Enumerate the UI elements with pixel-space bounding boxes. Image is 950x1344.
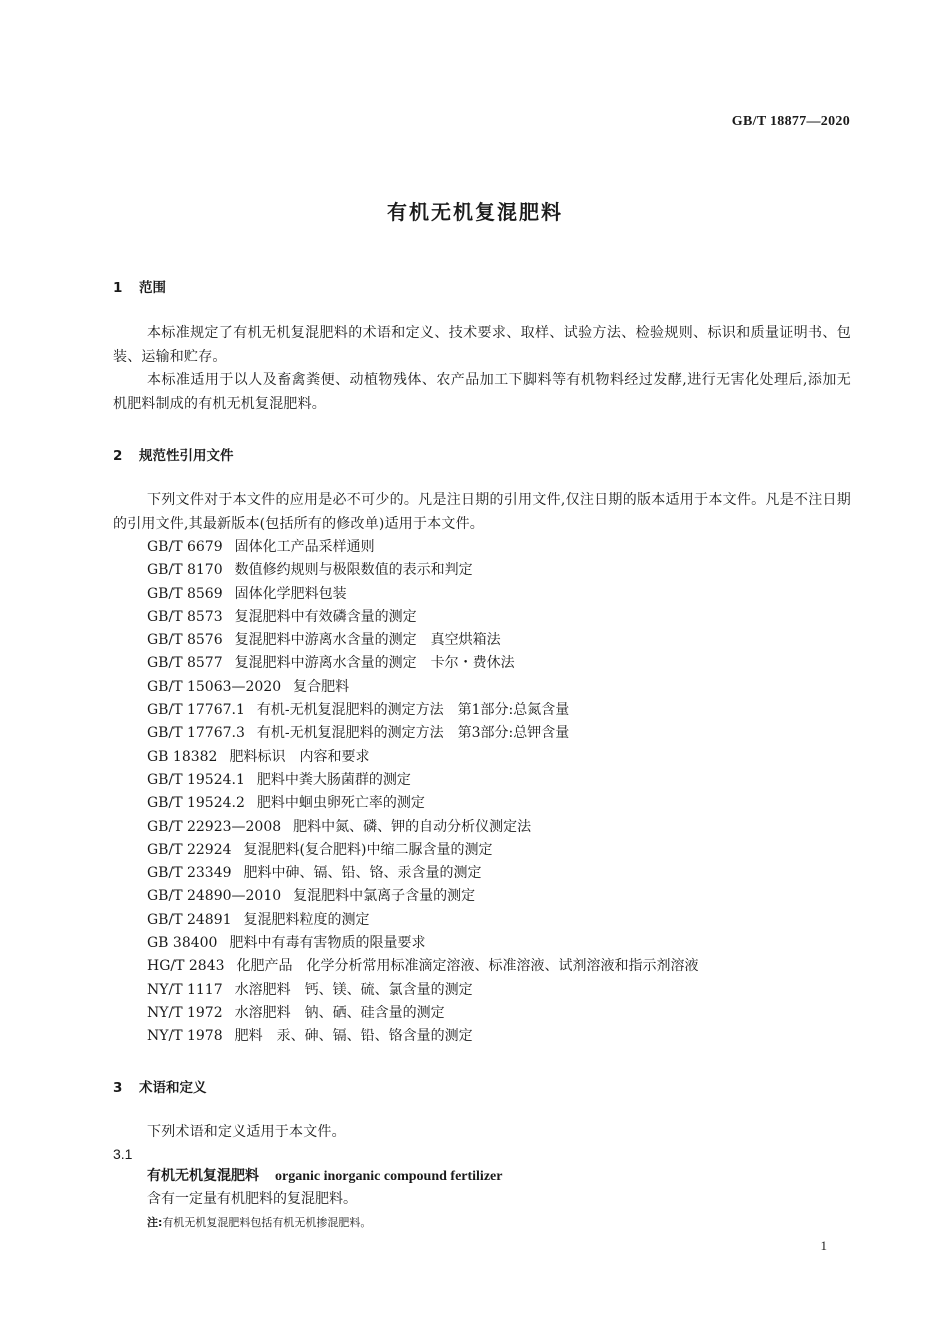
reference-item xyxy=(147,1025,699,1048)
reference-title: 肥料中砷、镉、铅、铬、汞含量的测定 xyxy=(243,865,482,882)
reference-title: 肥料 汞、砷、镉、铅、铬含量的测定 xyxy=(234,1028,473,1045)
reference-item xyxy=(147,629,699,652)
reference-item xyxy=(147,955,699,978)
section-number: 2 xyxy=(113,448,123,464)
reference-code: GB/T 17767.3 xyxy=(147,725,245,742)
reference-title: 肥料中有毒有害物质的限量要求 xyxy=(229,935,426,952)
reference-title: 肥料标识 内容和要求 xyxy=(229,748,370,765)
section-title: 范围 xyxy=(139,280,166,296)
reference-code: GB/T 8170 xyxy=(147,562,223,579)
section-number: 1 xyxy=(113,280,123,296)
reference-item xyxy=(147,792,699,815)
term-english: organic inorganic compound fertilizer xyxy=(275,1169,503,1184)
reference-code: GB 38400 xyxy=(147,935,218,952)
note-label: 注: xyxy=(147,1216,163,1229)
reference-code: HG/T 2843 xyxy=(147,958,225,975)
reference-title: 复混肥料粒度的测定 xyxy=(243,911,370,928)
reference-title: 肥料中蛔虫卵死亡率的测定 xyxy=(256,795,425,812)
section-title: 规范性引用文件 xyxy=(139,448,234,464)
reference-item xyxy=(147,559,699,582)
term-chinese: 有机无机复混肥料 xyxy=(147,1168,259,1184)
paragraph: 下列文件对于本文件的应用是必不可少的。凡是注日期的引用文件,仅注日期的版本适用于本文件。凡是不注日期的引用文件,其最新版本(包括所有的修改单)适用于本文件。 xyxy=(113,492,851,532)
reference-code: GB/T 17767.1 xyxy=(147,702,245,719)
reference-item xyxy=(147,652,699,675)
term-heading xyxy=(147,1165,502,1185)
reference-code: NY/T 1972 xyxy=(147,1004,223,1021)
page-number: 1 xyxy=(820,1238,827,1253)
reference-title: 有机-无机复混肥料的测定方法 第3部分:总钾含量 xyxy=(256,725,570,742)
reference-code: GB/T 24890—2010 xyxy=(147,888,282,905)
reference-title: 水溶肥料 钙、镁、硫、氯含量的测定 xyxy=(234,981,473,998)
reference-item xyxy=(147,536,699,559)
reference-item xyxy=(147,699,699,722)
reference-item xyxy=(147,909,699,932)
reference-title: 复混肥料(复合肥料)中缩二脲含量的测定 xyxy=(243,841,493,858)
reference-title: 化肥产品 化学分析常用标准滴定溶液、标准溶液、试剂溶液和指示剂溶液 xyxy=(236,958,699,975)
reference-code: GB/T 8573 xyxy=(147,608,223,625)
reference-item xyxy=(147,816,699,839)
reference-title: 复混肥料中有效磷含量的测定 xyxy=(234,608,417,625)
section-3-heading xyxy=(113,1076,207,1096)
reference-item xyxy=(147,1002,699,1025)
term-number: 3.1 xyxy=(113,1146,133,1162)
reference-title: 数值修约规则与极限数值的表示和判定 xyxy=(234,562,473,579)
section-2-heading xyxy=(113,444,234,464)
reference-item xyxy=(147,932,699,955)
section-title: 术语和定义 xyxy=(139,1080,207,1096)
reference-code: GB/T 24891 xyxy=(147,911,232,928)
paragraph: 本标准规定了有机无机复混肥料的术语和定义、技术要求、取样、试验方法、检验规则、标识和质量证明书、包装、运输和贮存。 xyxy=(113,325,851,365)
reference-title: 水溶肥料 钠、硒、硅含量的测定 xyxy=(234,1004,445,1021)
term-definition: 含有一定量有机肥料的复混肥料。 xyxy=(147,1191,357,1207)
document-title: 有机无机复混肥料 xyxy=(387,200,563,224)
reference-title: 复混肥料中氯离子含量的测定 xyxy=(293,888,476,905)
reference-code: GB/T 22923—2008 xyxy=(147,818,282,835)
reference-code: NY/T 1117 xyxy=(147,981,223,998)
reference-title: 肥料中粪大肠菌群的测定 xyxy=(256,771,411,788)
reference-code: NY/T 1978 xyxy=(147,1028,223,1045)
reference-item xyxy=(147,979,699,1002)
note-text: 有机无机复混肥料包括有机无机掺混肥料。 xyxy=(162,1216,372,1229)
reference-title: 复混肥料中游离水含量的测定 真空烘箱法 xyxy=(234,632,501,649)
reference-code: GB/T 8569 xyxy=(147,585,223,602)
reference-item xyxy=(147,676,699,699)
paragraph: 下列术语和定义适用于本文件。 xyxy=(147,1124,346,1140)
reference-title: 固体化工产品采样通则 xyxy=(234,539,375,555)
reference-code: GB/T 22924 xyxy=(147,841,232,858)
reference-code: GB/T 15063—2020 xyxy=(147,678,282,695)
reference-code: GB 18382 xyxy=(147,748,218,765)
reference-item xyxy=(147,839,699,862)
reference-code: GB/T 6679 xyxy=(147,539,223,555)
reference-code: GB/T 8577 xyxy=(147,655,223,672)
reference-title: 固体化学肥料包装 xyxy=(234,585,347,602)
paragraph: 本标准适用于以人及畜禽粪便、动植物残体、农产品加工下脚料等有机物料经过发酵,进行无害化处理后,添加无机肥料制成的有机无机复混肥料。 xyxy=(113,372,851,412)
section-1-heading xyxy=(113,276,166,296)
reference-title: 肥料中氮、磷、钾的自动分析仪测定法 xyxy=(293,818,532,835)
reference-item xyxy=(147,885,699,908)
reference-code: GB/T 23349 xyxy=(147,865,232,882)
reference-item xyxy=(147,583,699,606)
reference-item xyxy=(147,862,699,885)
reference-item xyxy=(147,746,699,769)
reference-item xyxy=(147,769,699,792)
reference-code: GB/T 19524.2 xyxy=(147,795,245,812)
reference-code: GB/T 19524.1 xyxy=(147,771,245,788)
reference-title: 复混肥料中游离水含量的测定 卡尔・费休法 xyxy=(234,655,515,672)
standard-code: GB/T 18877—2020 xyxy=(731,114,850,129)
reference-item xyxy=(147,606,699,629)
reference-code: GB/T 8576 xyxy=(147,632,223,649)
term-note xyxy=(147,1214,371,1230)
section-number: 3 xyxy=(113,1080,123,1096)
reference-list xyxy=(147,536,699,1049)
reference-title: 有机-无机复混肥料的测定方法 第1部分:总氮含量 xyxy=(256,702,570,719)
reference-item xyxy=(147,722,699,745)
reference-title: 复合肥料 xyxy=(293,678,350,695)
